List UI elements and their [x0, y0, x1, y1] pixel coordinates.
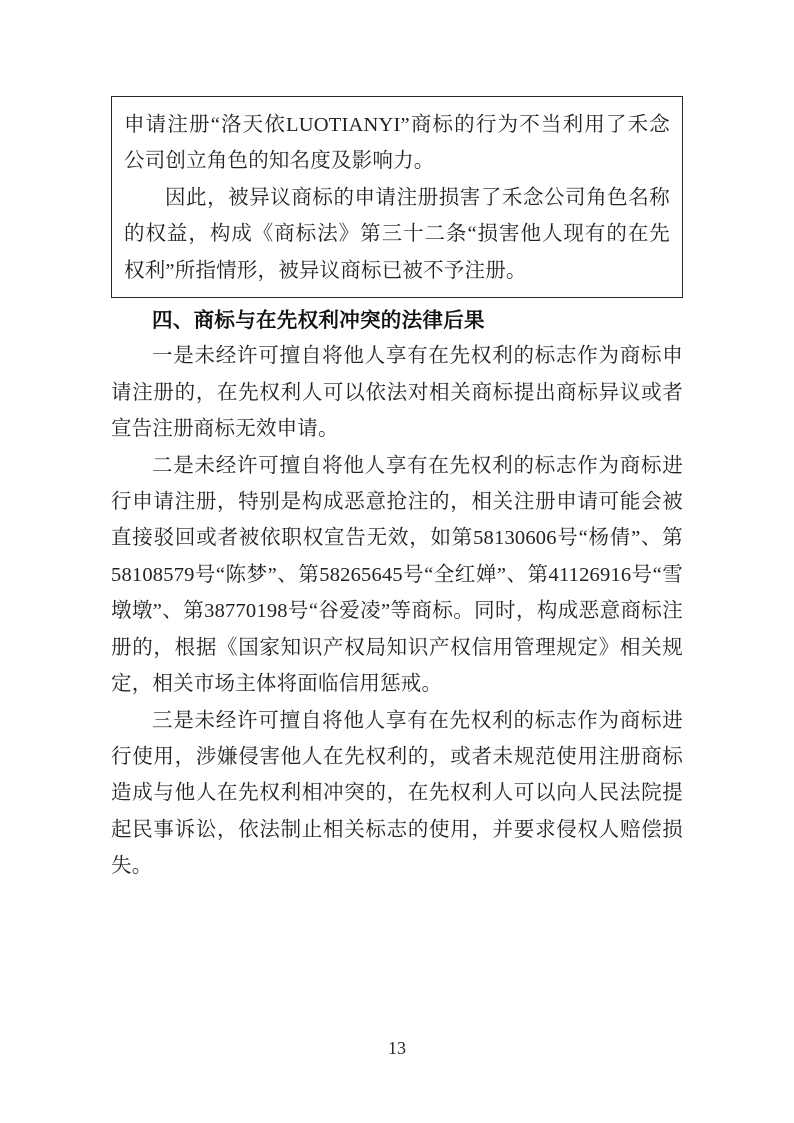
quote-box-paragraph-2: 因此，被异议商标的申请注册损害了禾念公司角色名称的权益，构成《商标法》第三十二条“损害他人现有的在先权利”所指情形，被异议商标已被不予注册。: [124, 186, 670, 282]
section-heading: 四、商标与在先权利冲突的法律后果: [152, 308, 485, 333]
section-paragraph-3: 三是未经许可擅自将他人享有在先权利的标志作为商标进行使用，涉嫌侵害他人在先权利的，或者未规范使用注册商标造成与他人在先权利相冲突的，在先权利人可以向人民法院提起民事诉讼，依法制止相关标志的使用，并要求侵权人赔偿损失。: [111, 709, 683, 878]
section-body: [111, 302, 683, 885]
section-paragraph-1: 一是未经许可擅自将他人享有在先权利的标志作为商标申请注册的，在先权利人可以依法对相关商标提出商标异议或者宣告注册商标无效申请。: [111, 345, 683, 441]
page-number: 13: [388, 1038, 406, 1058]
page-content: [111, 96, 683, 885]
quote-box-paragraph-1: 申请注册“洛天依LUOTIANYI”商标的行为不当利用了禾念公司创立角色的知名度及影响力。: [124, 114, 670, 173]
section-paragraph-2: 二是未经许可擅自将他人享有在先权利的标志作为商标进行申请注册，特别是构成恶意抢注的，相关注册申请可能会被直接驳回或者被依职权宣告无效，如第58130606号“杨倩”、第58108579号“陈梦”、第58265645号“全红婵”、第41126916号“雪墩墩”、第38770198号“谷爱凌”等商标。同时，构成恶意商标注册的，根据《国家知识产权局知识产权信用管理规定》相关规定，相关市场主体将面临信用惩戒。: [111, 454, 683, 696]
quoted-decision-box: [111, 96, 683, 298]
